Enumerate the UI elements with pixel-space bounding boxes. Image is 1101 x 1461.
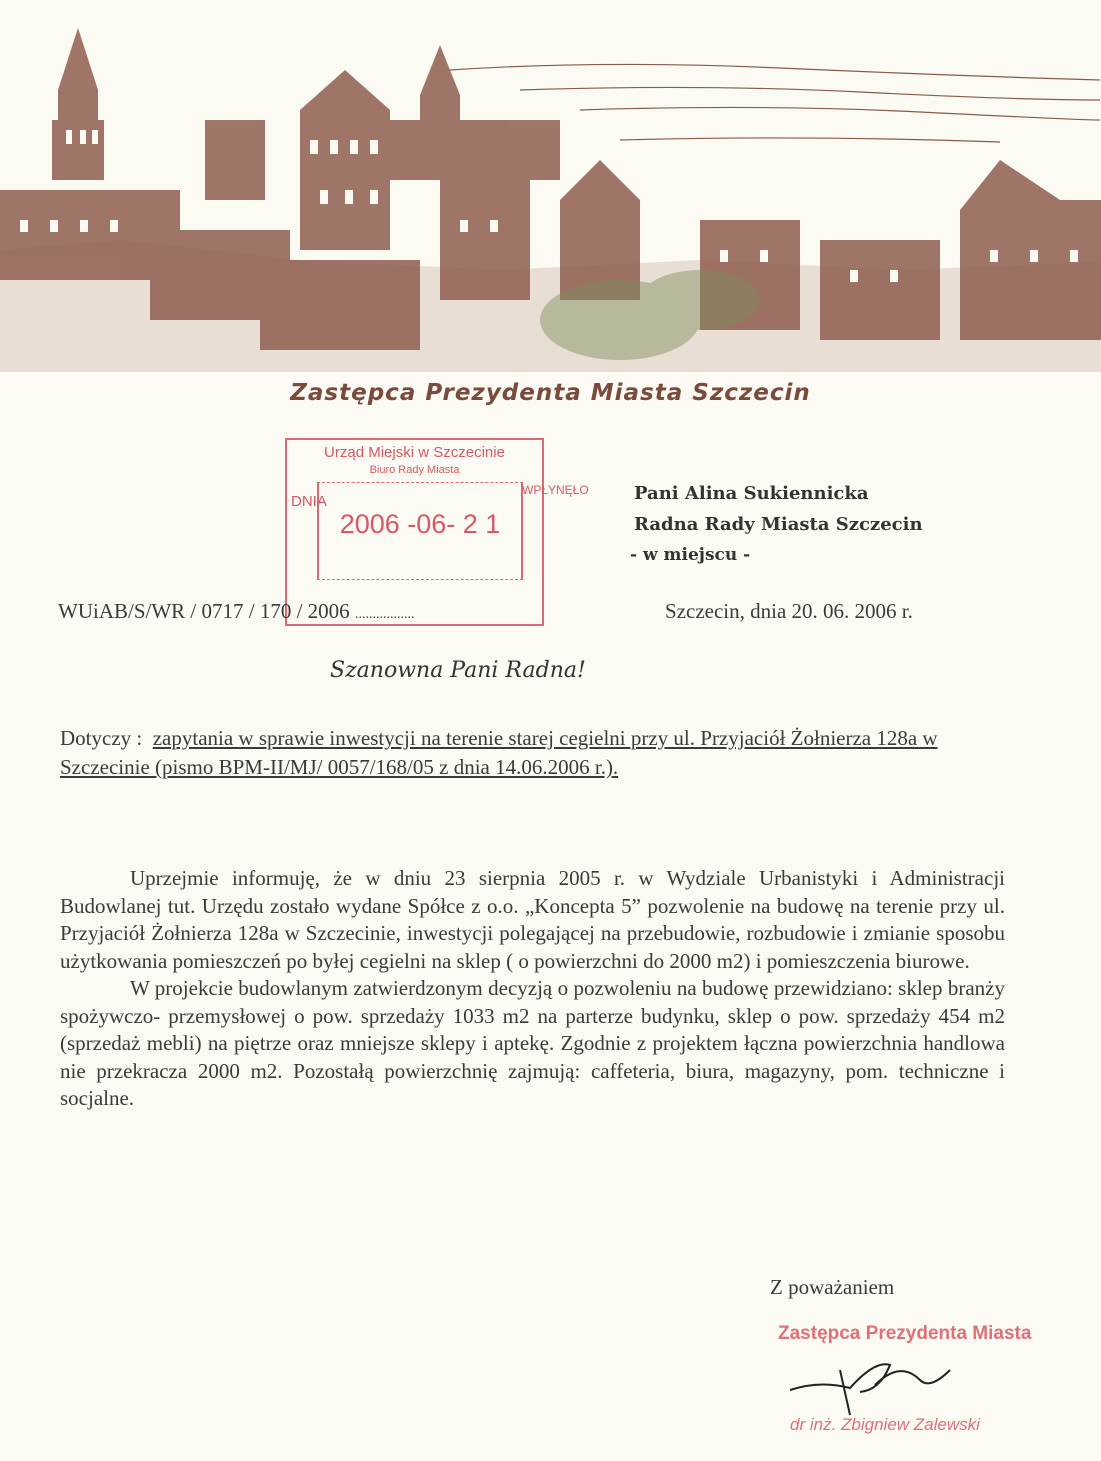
stamp-department: Biuro Rady Miasta [369, 464, 460, 476]
subject-label: Dotyczy : [60, 726, 143, 750]
body-paragraph: W projekcie budowlanym zatwierdzonym decyzją o pozwoleniu na budowę przewidziano: sklep branży spożywczo- przemysłowej o pow. sprzedaży 1033 m2 na parterze budynku, sklep o pow. sprzedaży 454 m2 (sprzedaż mebli) na piętrze oraz mniejsze sklepy i aptekę. Zgodnie z projektem łączna powierzchnia handlowa nie przekracza 2000 m2. Pozostałą powierzchnię zajmują: caffeteria, biura, magazyny, pom. techniczne i socjalne. [60, 976, 1005, 1110]
closing: Z poważaniem [770, 1275, 895, 1299]
salutation: Szanowna Pani Radna! [330, 658, 586, 683]
letterhead-heading: Zastępca Prezydenta Miasta Szczecin [290, 380, 811, 406]
place-date: Szczecin, dnia 20. 06. 2006 r. [665, 599, 913, 623]
letter-body [60, 865, 1005, 1113]
subject-text: zapytania w sprawie inwestycji na terenie starej cegielni przy ul. Przyjaciół Żołnierza 128a w Szczecinie (pismo BPM-II/MJ/ 0057/168/05 z dnia 14.06.2006 r.). [60, 726, 938, 779]
signature-name-stamp: dr inż. Zbigniew Zalewski [790, 1415, 980, 1434]
stamp-office: Urząd Miejski w Szczecinie [324, 444, 505, 461]
recipient-name: Pani Alina Sukiennicka [634, 483, 869, 504]
body-paragraph: Uprzejmie informuję, że w dniu 23 sierpnia 2005 r. w Wydziale Urbanistyki i Administracji Budowlanej tut. Urzędu zostało wydane Spółce z o.o. „Koncepta 5” pozwolenie na budowę na terenie przy ul. Przyjaciół Żołnierza 128a w Szczecinie, inwestycji polegającej na przebudowie, rozbudowie i zmianie sposobu użytkowania pomieszczeń po byłej cegielni na sklep ( o powierzchni do 2000 m2) i pomieszczenia biurowe. [60, 866, 1005, 973]
stamp-date-box [317, 482, 523, 580]
recipient-location: - w miejscu - [630, 545, 751, 565]
received-stamp [285, 438, 589, 626]
subject [60, 724, 1005, 782]
recipient-role: Radna Rady Miasta Szczecin [634, 514, 923, 535]
reference-number [58, 599, 414, 624]
reference-dots: ................. [354, 607, 415, 622]
handwritten-signature [780, 1330, 960, 1420]
city-skyline-illustration [0, 0, 1101, 372]
signature-title-stamp: Zastępca Prezydenta Miasta [778, 1323, 1032, 1344]
stamp-day-label: DNIA [291, 493, 327, 510]
stamp-received-label: WPŁYNĘŁO [522, 483, 589, 497]
reference-text: WUiAB/S/WR / 0717 / 170 / 2006 [58, 599, 350, 623]
stamp-date: 2006 -06- 2 1 [339, 509, 501, 539]
